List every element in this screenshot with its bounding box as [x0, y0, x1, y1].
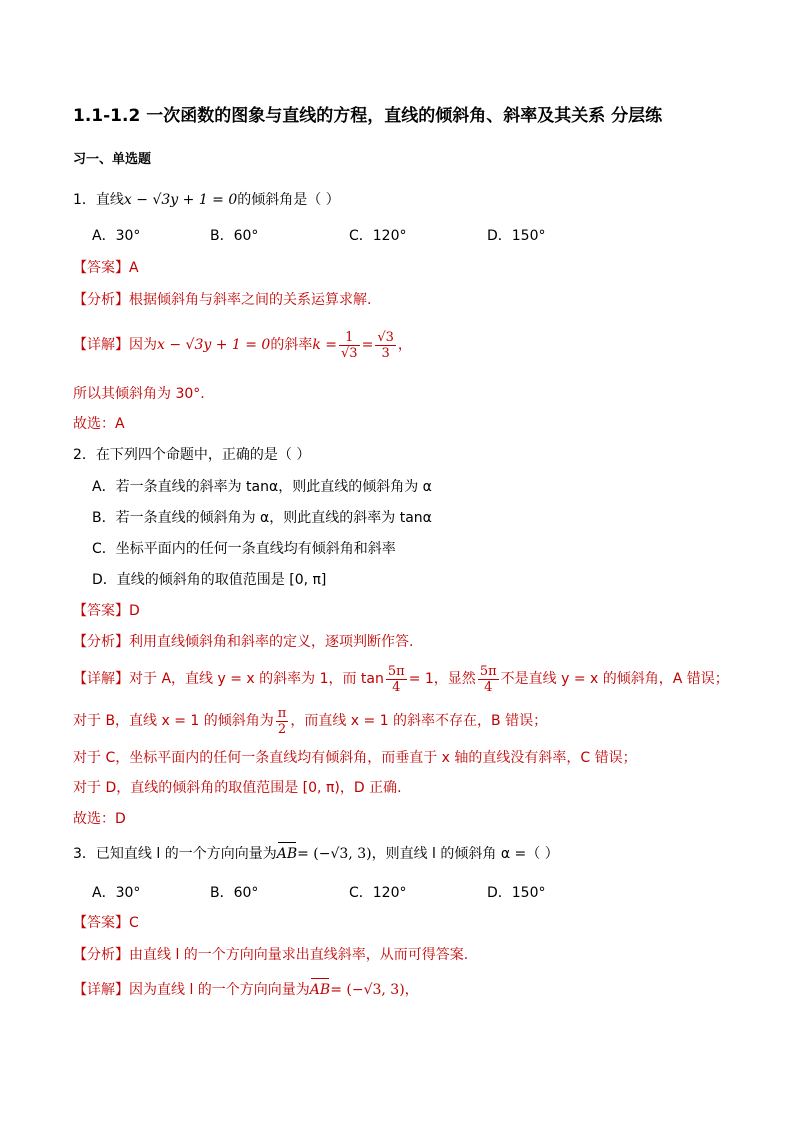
q3-option-b: B．60° — [210, 885, 259, 901]
q3-vector-ab: AB — [276, 846, 298, 862]
q1-detail-equation: x − √3y + 1 = 0 — [157, 337, 271, 353]
q3-option-a: A．30° — [92, 885, 141, 901]
q3-detail-prefix: 【详解】因为直线 l 的一个方向向量为 — [73, 982, 310, 998]
q1-fraction-2 — [375, 330, 396, 361]
q2-fraction-5pi-4-a — [386, 664, 407, 695]
q2-option-d: D．直线的倾斜角的取值范围是 [0, π] — [92, 572, 327, 588]
q3-analysis: 【分析】由直线 l 的一个方向向量求出直线斜率，从而可得答案. — [73, 947, 469, 963]
q2-option-a: A．若一条直线的斜率为 tanα，则此直线的倾斜角为 α — [92, 479, 432, 495]
q3-detail-vector-ab: AB — [309, 982, 331, 998]
q2-fraction-pi-den: 2 — [277, 721, 287, 737]
q2-detail-1 — [73, 662, 729, 696]
q1-conclusion: 所以其倾斜角为 30°. — [73, 386, 205, 402]
q3-stem-suffix: ，则直线 l 的倾斜角 α =（ ） — [371, 846, 559, 862]
doc-title-line1: 1.1-1.2 一次函数的图象与直线的方程，直线的倾斜角、斜率及其关系 分层练 — [73, 106, 663, 126]
q2-answer: 【答案】D — [73, 603, 140, 619]
q2-detail-3: 对于 C，坐标平面内的任何一条直线均有倾斜角，而垂直于 x 轴的直线没有斜率，C 错误； — [73, 750, 637, 766]
q1-detail-k: k = — [312, 337, 338, 353]
q3-option-d: D．150° — [487, 885, 546, 901]
q1-equation: x − √3y + 1 = 0 — [123, 192, 238, 208]
q1-detail-mid: 的斜率 — [270, 337, 313, 353]
q1-choose: 故选：A — [73, 416, 125, 432]
q3-detail — [73, 980, 419, 1000]
q3-option-c: C．120° — [349, 885, 407, 901]
q1-detail-suffix: ， — [397, 337, 412, 353]
q1-stem-suffix: 的倾斜角是（ ） — [237, 192, 340, 208]
q3-detail-value: = (−√3, 3)， — [330, 982, 419, 998]
q2-choose: 故选：D — [73, 811, 126, 827]
q2-fraction-num-b: 5π — [479, 663, 497, 679]
q3-stem-prefix: 3．已知直线 l 的一个方向向量为 — [73, 846, 277, 862]
q1-fraction-2-den: 3 — [381, 345, 390, 361]
q1-fraction-2-num: √3 — [377, 329, 394, 345]
q2-stem: 2．在下列四个命题中，正确的是（ ） — [73, 447, 311, 463]
q1-answer: 【答案】A — [73, 260, 139, 276]
q1-option-d: D．150° — [487, 228, 546, 244]
q1-option-a: A．30° — [92, 228, 141, 244]
q2-detail-1b: = 1，显然 — [408, 671, 476, 687]
q1-option-c: C．120° — [349, 228, 407, 244]
q2-fraction-den-b: 4 — [484, 679, 493, 695]
q1-stem-prefix: 1．直线 — [73, 192, 124, 208]
q2-detail-1a: 【详解】对于 A，直线 y = x 的斜率为 1，而 tan — [73, 671, 384, 687]
q2-option-b: B．若一条直线的倾斜角为 α，则此直线的斜率为 tanα — [92, 510, 432, 526]
q1-detail: 【详解】因为x − √3y + 1 = 0的斜率k = $\frac{1}{√3}$ = $\frac{√3}{3}$ ， — [73, 329, 412, 361]
q2-fraction-pi-2 — [276, 706, 289, 737]
q2-fraction-pi-num: π — [277, 705, 287, 721]
q1-fraction-1-den: √3 — [341, 345, 358, 361]
q3-vector-value: = (−√3, 3) — [297, 846, 372, 862]
q1-detail-prefix: 【详解】因为 — [73, 337, 157, 353]
q1-fraction-1 — [339, 330, 360, 361]
q2-option-c: C．坐标平面内的任何一条直线均有倾斜角和斜率 — [92, 541, 396, 557]
q2-fraction-num-a: 5π — [387, 663, 405, 679]
q1-option-b: B．60° — [210, 228, 259, 244]
q2-fraction-5pi-4-b — [478, 664, 499, 695]
q2-detail-4: 对于 D，直线的倾斜角的取值范围是 [0, π)，D 正确. — [73, 780, 402, 796]
q3-answer: 【答案】C — [73, 915, 139, 931]
q3-stem — [73, 844, 559, 864]
doc-title-line2: 习一、单选题 — [73, 152, 152, 167]
q2-detail-1c: 不是直线 y = x 的倾斜角，A 错误； — [500, 671, 729, 687]
q2-fraction-den-a: 4 — [392, 679, 401, 695]
q2-detail-2 — [73, 704, 547, 738]
q1-stem — [73, 190, 340, 210]
q2-detail-2b: ，而直线 x = 1 的斜率不存在，B 错误； — [290, 713, 548, 729]
q2-detail-2a: 对于 B，直线 x = 1 的倾斜角为 — [73, 713, 274, 729]
q1-analysis: 【分析】根据倾斜角与斜率之间的关系运算求解. — [73, 292, 372, 308]
q2-analysis: 【分析】利用直线倾斜角和斜率的定义，逐项判断作答. — [73, 634, 414, 650]
q1-fraction-1-num: 1 — [339, 330, 360, 346]
